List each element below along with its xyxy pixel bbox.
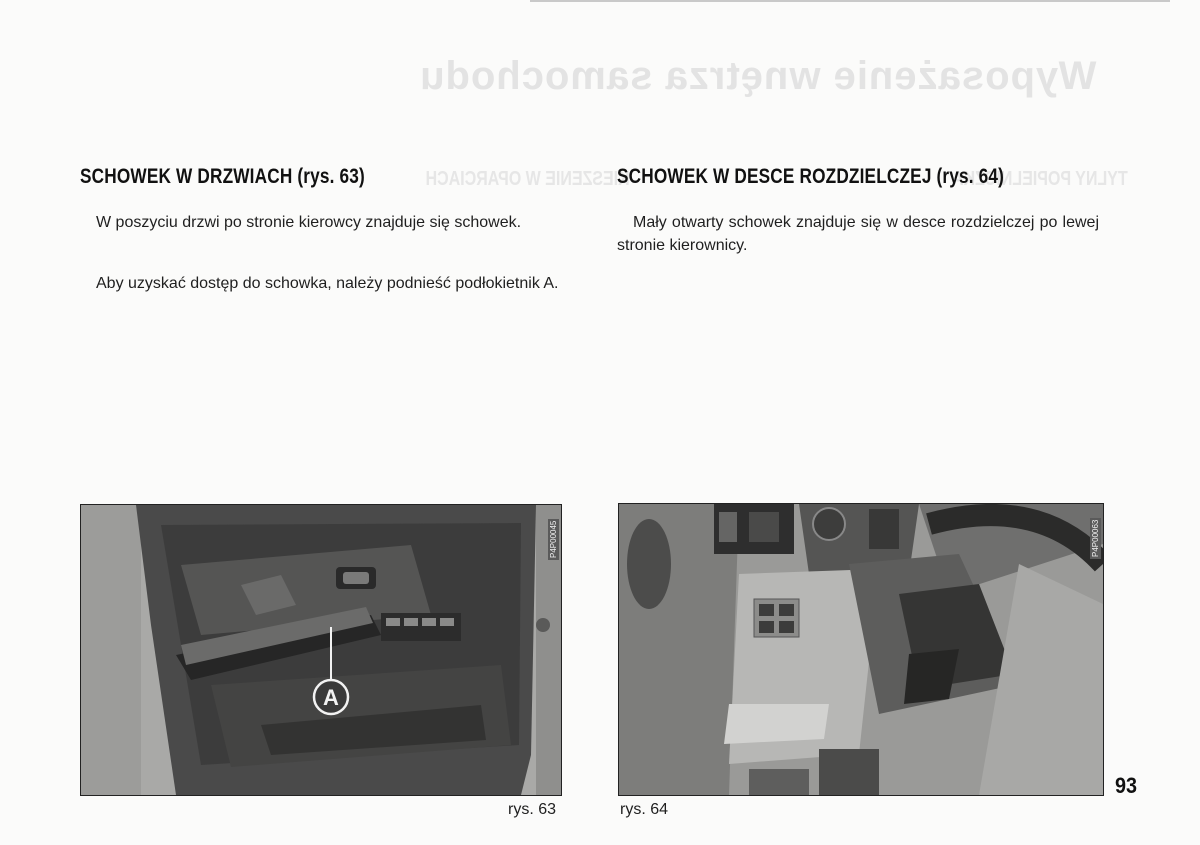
door-panel-illustration	[81, 505, 561, 795]
dashboard-illustration	[619, 504, 1103, 795]
paragraph-text: Mały otwarty schowek znajduje się w desce rozdzielczej po lewej stronie kierownicy.	[617, 214, 1099, 254]
paragraph-door-compartment-1	[80, 211, 560, 234]
paragraph-dashboard-compartment-1	[617, 211, 1099, 257]
paragraph-door-compartment-2	[80, 272, 560, 295]
bleed-through-left-title: KIESZENIE W OPARCIACH	[425, 168, 630, 190]
figure-caption-64: rys. 64	[620, 801, 669, 818]
bleed-through-right-title: TYLNY POPIELNICZKA	[951, 168, 1128, 190]
section-title-door-compartment: SCHOWEK W DRZWIACH (rys. 63)	[80, 165, 365, 188]
paragraph-text: W poszyciu drzwi po stronie kierowcy znajduje się schowek.	[96, 214, 522, 231]
bleed-through-header: Wyposażenie wnętrza samochodu	[418, 54, 1096, 98]
marker-a-label: A	[323, 685, 339, 710]
top-rule	[530, 0, 1170, 2]
paragraph-text: Aby uzyskać dostęp do schowka, należy podnieść podłokietnik A.	[96, 275, 559, 292]
figure-dashboard-photo	[618, 503, 1104, 796]
figure-code: P4P00063	[1091, 519, 1100, 557]
section-title-dashboard-compartment: SCHOWEK W DESCE ROZDZIELCZEJ (rys. 64)	[617, 165, 1005, 188]
figure-caption-63: rys. 63	[508, 801, 557, 818]
figure-code: P4P00045	[549, 520, 558, 558]
page-number: 93	[1115, 773, 1138, 798]
figure-door-panel-photo	[80, 504, 562, 796]
